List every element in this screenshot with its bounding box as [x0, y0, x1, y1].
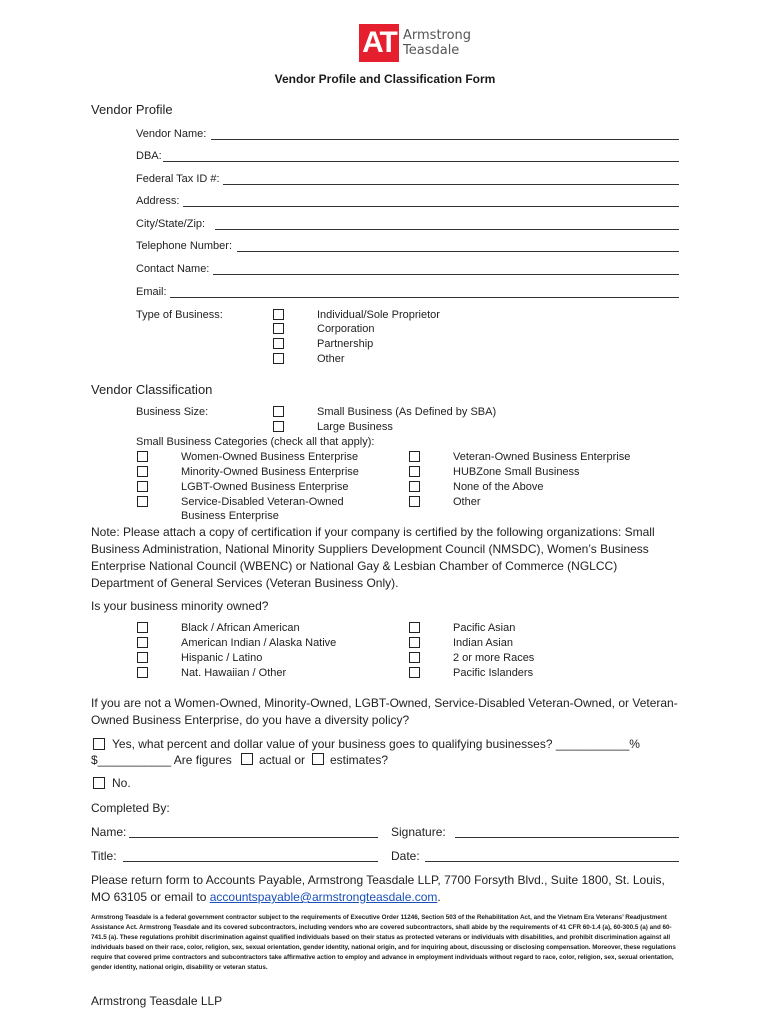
min-hawaiian: Nat. Hawaiian / Other — [181, 667, 287, 679]
city-state-zip-label: City/State/Zip: — [136, 218, 206, 230]
cat-none-above: None of the Above — [453, 481, 544, 493]
min-black: Black / African American — [181, 622, 300, 634]
city-state-zip-field[interactable] — [215, 229, 679, 230]
vendor-name-field[interactable] — [211, 139, 679, 140]
checkbox-veteran-owned[interactable] — [409, 451, 420, 462]
cat-women-owned: Women-Owned Business Enterprise — [181, 451, 359, 463]
cat-service-disabled: Service-Disabled Veteran-Owned — [181, 496, 344, 508]
checkbox-two-or-more[interactable] — [409, 652, 420, 663]
checkbox-minority-owned[interactable] — [137, 466, 148, 477]
title-field[interactable] — [123, 861, 378, 862]
categories-label: Small Business Categories (check all that apply): — [136, 436, 375, 448]
min-indian-asian: Indian Asian — [453, 637, 513, 649]
cat-service-disabled-cont: Business Enterprise — [181, 510, 279, 522]
signature-field[interactable] — [455, 837, 679, 838]
tax-id-label: Federal Tax ID #: — [136, 173, 220, 185]
checkbox-women-owned[interactable] — [137, 451, 148, 462]
address-label: Address: — [136, 195, 180, 207]
footer-company: Armstrong Teasdale LLP — [91, 994, 223, 1008]
contact-name-label: Contact Name: — [136, 263, 210, 275]
checkbox-no[interactable] — [93, 777, 105, 789]
checkbox-corporation[interactable] — [273, 323, 284, 334]
logo-mark: AT — [359, 24, 399, 62]
checkbox-hispanic[interactable] — [137, 652, 148, 663]
checkbox-other-type[interactable] — [273, 353, 284, 364]
checkbox-other-category[interactable] — [409, 496, 420, 507]
no-text: No. — [112, 776, 131, 790]
logo-line-1: Armstrong — [403, 28, 472, 43]
yes-line2-c: estimates? — [330, 753, 389, 767]
checkbox-actual[interactable] — [241, 753, 253, 765]
type-of-business-label: Type of Business: — [136, 309, 223, 321]
name-field[interactable] — [129, 837, 378, 838]
contact-name-field[interactable] — [213, 274, 679, 275]
checkbox-pacific-islanders[interactable] — [409, 667, 420, 678]
type-corporation: Corporation — [317, 323, 375, 335]
tax-id-field[interactable] — [223, 184, 679, 185]
email-label: Email: — [136, 286, 167, 298]
date-field[interactable] — [425, 861, 679, 862]
form-title: Vendor Profile and Classification Form — [274, 72, 496, 86]
eeo-disclaimer: Armstrong Teasdale is a federal government contractor subject to the requirements of Executive Order 11246, Section 503 of the Rehabilitation Act, and the Vietnam Era Veterans’ Readjustment Assistance Act. Armstrong Teasdale and its covered subcontractors, including vendors who are covered subcontractors, shall abide by the requirements of 41 CFR 60-1.4 (a), 60-300.5 (a) and 60-741.5 (a). These regulations prohibit discrimination against qualified individuals based on their status as protected veterans or individuals with disabilities, and prohibit discrimination against all individuals based on their race, color, religion, sex, sexual orientation, gender identity, national origin, and for inquiring about, discussing or disclosing compensation. Moreover, these regulations require that covered prime contractors and subcontractors take affirmative action to employ and advance in employment individuals without regard to race, color, religion, sex, sexual orientation, gender identity, national origin, disability or veteran status. — [91, 914, 676, 971]
size-large: Large Business — [317, 421, 393, 433]
logo-text — [403, 28, 471, 58]
cat-veteran-owned: Veteran-Owned Business Enterprise — [453, 451, 631, 463]
checkbox-lgbt-owned[interactable] — [137, 481, 148, 492]
dba-field[interactable] — [163, 161, 679, 162]
email-link[interactable]: accountspayable@armstrongteasdale.com — [209, 890, 438, 904]
checkbox-black[interactable] — [137, 622, 148, 633]
yes-line2-a: $___________ Are figures — [91, 753, 232, 767]
completed-by-label: Completed By: — [91, 801, 170, 815]
type-other: Other — [317, 353, 345, 365]
vendor-profile-heading: Vendor Profile — [91, 102, 173, 117]
min-two-or-more: 2 or more Races — [453, 652, 535, 664]
return-instructions — [91, 872, 686, 906]
company-logo — [359, 22, 479, 64]
dba-label: DBA: — [136, 150, 162, 162]
checkbox-individual[interactable] — [273, 309, 284, 320]
size-small: Small Business (As Defined by SBA) — [317, 406, 497, 418]
checkbox-yes[interactable] — [93, 738, 105, 750]
business-size-label: Business Size: — [136, 406, 209, 418]
checkbox-american-indian[interactable] — [137, 637, 148, 648]
checkbox-pacific-asian[interactable] — [409, 622, 420, 633]
checkbox-none-above[interactable] — [409, 481, 420, 492]
address-field[interactable] — [183, 206, 679, 207]
yes-line2-b: actual or — [259, 753, 306, 767]
checkbox-indian-asian[interactable] — [409, 637, 420, 648]
return-text: Please return form to Accounts Payable, Armstrong Teasdale LLP, 7700 Forsyth Blvd., Suite 1800, St. Louis, MO 63105 or email to — [91, 873, 665, 904]
yes-text: Yes, what percent and dollar value of your business goes to qualifying businesses? ___________% — [112, 737, 640, 751]
vendor-classification-heading: Vendor Classification — [91, 382, 213, 397]
min-pacific-asian: Pacific Asian — [453, 622, 516, 634]
checkbox-small-business[interactable] — [273, 406, 284, 417]
cat-minority-owned: Minority-Owned Business Enterprise — [181, 466, 359, 478]
min-pacific-islanders: Pacific Islanders — [453, 667, 534, 679]
certification-note: Note: Please attach a copy of certification if your company is certified by the following organizations: Small Business Administration, National Minority Suppliers Development Council (NMSDC), Women’s Business Enterprise National Council (WBENC) or National Gay & Lesbian Chamber of Commerce (NGLCC) Department of General Services (Veteran Business Only). — [91, 525, 655, 590]
name-label: Name: — [91, 825, 127, 839]
cat-other: Other — [453, 496, 481, 508]
checkbox-estimates[interactable] — [312, 753, 324, 765]
checkbox-hawaiian[interactable] — [137, 667, 148, 678]
cat-hubzone: HUBZone Small Business — [453, 466, 580, 478]
title-label: Title: — [91, 849, 117, 863]
cat-lgbt-owned: LGBT-Owned Business Enterprise — [181, 481, 349, 493]
signature-label: Signature: — [391, 825, 446, 839]
email-field[interactable] — [170, 297, 679, 298]
min-hispanic: Hispanic / Latino — [181, 652, 263, 664]
date-label: Date: — [391, 849, 420, 863]
checkbox-partnership[interactable] — [273, 338, 284, 349]
min-american-indian: American Indian / Alaska Native — [181, 637, 337, 649]
vendor-name-label: Vendor Name: — [136, 128, 207, 140]
telephone-field[interactable] — [237, 251, 679, 252]
return-end: . — [437, 890, 441, 904]
checkbox-large-business[interactable] — [273, 421, 284, 432]
type-partnership: Partnership — [317, 338, 374, 350]
checkbox-hubzone[interactable] — [409, 466, 420, 477]
telephone-label: Telephone Number: — [136, 240, 233, 252]
minority-question: Is your business minority owned? — [91, 599, 269, 613]
type-individual: Individual/Sole Proprietor — [317, 309, 440, 321]
diversity-question: If you are not a Women-Owned, Minority-Owned, LGBT-Owned, Service-Disabled Veteran-Owned, or Veteran-Owned Business Enterprise, do you have a diversity policy? — [91, 696, 678, 727]
logo-line-2: Teasdale — [403, 43, 460, 58]
checkbox-service-disabled[interactable] — [137, 496, 148, 507]
